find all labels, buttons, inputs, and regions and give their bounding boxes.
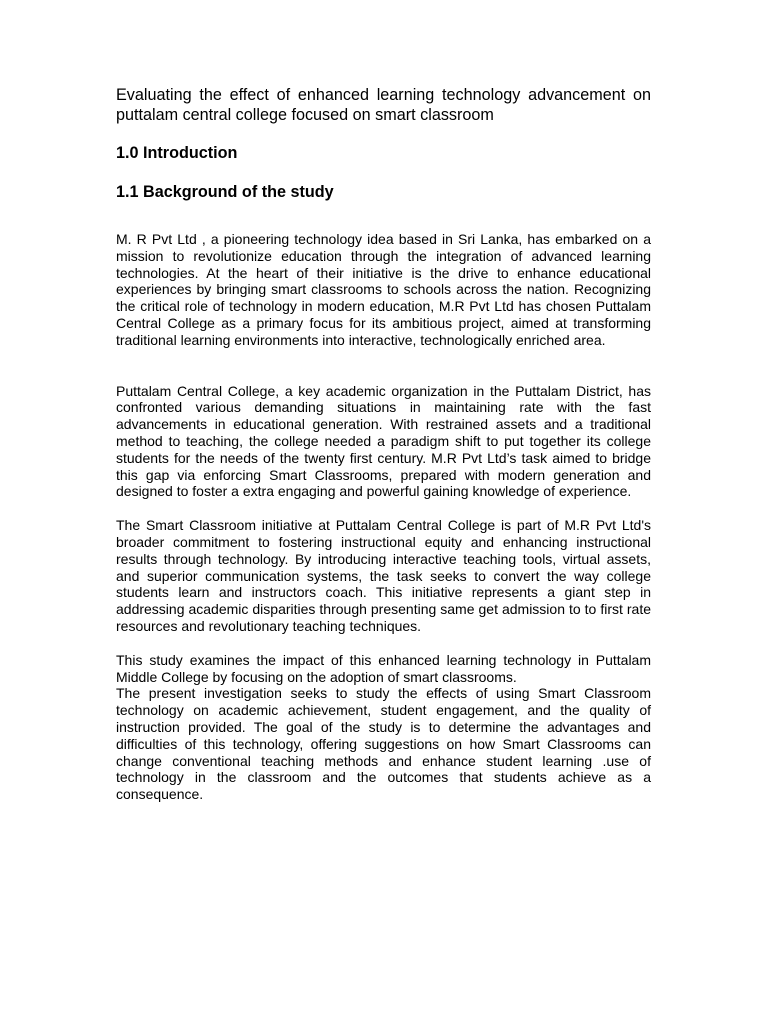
paragraph-study-scope: This study examines the impact of this enhanced learning technology in Puttalam Middle College by focusing on the adoption of smart classrooms. [116, 651, 651, 685]
paragraph-initiative: The Smart Classroom initiative at Puttalam Central College is part of M.R Pvt Ltd's broader commitment to fostering instructional equity and enhancing instructional results through technology. By introducing interactive teaching tools, virtual assets, and superior communication systems, the task seeks to convert the way college students learn and instructors coach. This initiative represents a giant step in addressing academic disparities through presenting same get admission to to first rate resources and revolutionary teaching techniques. [116, 517, 651, 634]
document-title: Evaluating the effect of enhanced learning technology advancement on puttalam central college focused on smart classroom [116, 86, 651, 124]
paragraph-college-context: Puttalam Central College, a key academic organization in the Puttalam District, has confronted various demanding situations in maintaining rate with the fast advancements in educational generation. With restrained assets and a traditional method to teaching, the college needed a paradigm shift to put together its college students for the needs of the twenty first century. M.R Pvt Ltd’s task aimed to bridge this gap via enforcing Smart Classrooms, prepared with modern generation and designed to foster a extra engaging and powerful gaining knowledge of experience. [116, 382, 651, 500]
subsection-heading: 1.1 Background of the study [116, 183, 334, 201]
paragraph-study-objectives: The present investigation seeks to study the effects of using Smart Classroom technology on academic achievement, student engagement, and the quality of instruction provided. The goal of the study is to determine the advantages and difficulties of this technology, offering suggestions on how Smart Classrooms can change conventional teaching methods and enhance student learning .use of technology in the classroom and the outcomes that students achieve as a consequence. [116, 685, 651, 803]
section-heading: 1.0 Introduction [116, 144, 238, 162]
document-page [116, 86, 651, 803]
paragraph-company-intro: M. R Pvt Ltd , a pioneering technology idea based in Sri Lanka, has embarked on a mission to revolutionize education through the integration of advanced learning technologies. At the heart of their initiative is the drive to enhance educational experiences by bringing smart classrooms to schools across the nation. Recognizing the critical role of technology in modern education, M.R Pvt Ltd has chosen Puttalam Central College as a primary focus for its ambitious project, aimed at transforming traditional learning environments into interactive, technologically enriched area. [116, 231, 651, 348]
